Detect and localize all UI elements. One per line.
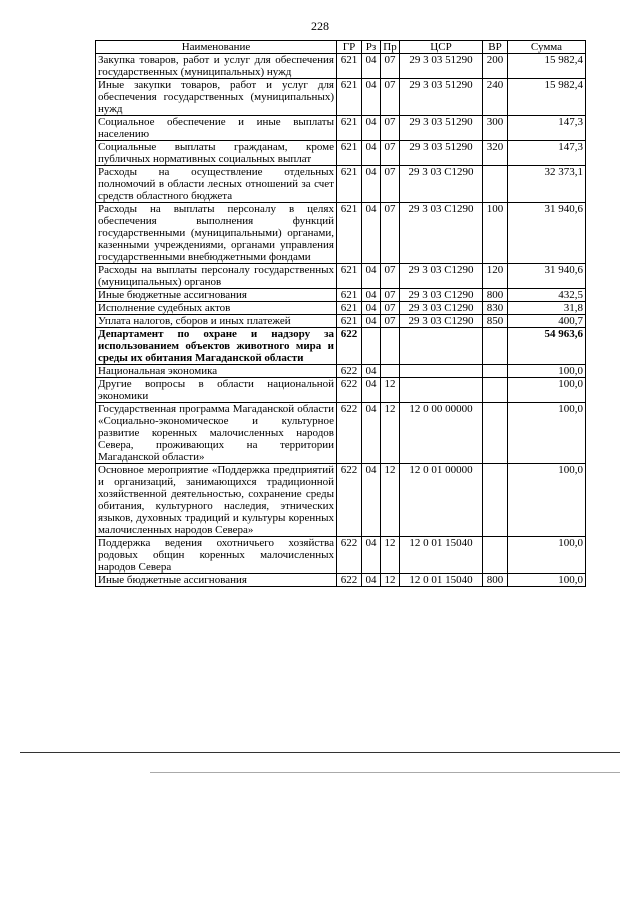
cell-vr: 800 <box>483 574 508 587</box>
cell-name: Иные бюджетные ассигнования <box>96 574 337 587</box>
cell-gr: 621 <box>337 289 362 302</box>
cell-pr: 07 <box>381 54 400 79</box>
cell-pr: 07 <box>381 315 400 328</box>
header-vr: ВР <box>483 41 508 54</box>
cell-rz: 04 <box>362 116 381 141</box>
header-sum: Сумма <box>508 41 586 54</box>
table-row <box>96 365 586 378</box>
table-row <box>96 166 586 203</box>
table-body <box>96 54 586 587</box>
header-gr: ГР <box>337 41 362 54</box>
cell-name: Исполнение судебных актов <box>96 302 337 315</box>
cell-vr: 850 <box>483 315 508 328</box>
cell-pr: 07 <box>381 264 400 289</box>
cell-name: Уплата налогов, сборов и иных платежей <box>96 315 337 328</box>
cell-gr: 622 <box>337 378 362 403</box>
cell-name: Расходы на выплаты персоналу государственных (муниципальных) органов <box>96 264 337 289</box>
cell-vr <box>483 403 508 464</box>
page-number: 228 <box>311 19 329 33</box>
cell-pr: 07 <box>381 116 400 141</box>
cell-pr: 12 <box>381 403 400 464</box>
cell-vr <box>483 166 508 203</box>
cell-csr: 29 3 03 51290 <box>400 79 483 116</box>
table-row <box>96 54 586 79</box>
cell-gr: 621 <box>337 79 362 116</box>
cell-gr: 621 <box>337 264 362 289</box>
cell-vr: 300 <box>483 116 508 141</box>
cell-sum: 31 940,6 <box>508 264 586 289</box>
scan-edge-line <box>20 752 620 753</box>
cell-pr <box>381 365 400 378</box>
cell-rz: 04 <box>362 378 381 403</box>
table-row <box>96 79 586 116</box>
cell-pr: 12 <box>381 537 400 574</box>
cell-csr: 29 3 03 С1290 <box>400 203 483 264</box>
cell-rz: 04 <box>362 289 381 302</box>
cell-csr <box>400 378 483 403</box>
table-row <box>96 141 586 166</box>
cell-sum: 432,5 <box>508 289 586 302</box>
cell-gr: 621 <box>337 166 362 203</box>
cell-name: Основное мероприятие «Поддержка предприятий и организаций, занимающихся традиционной хозяйственной деятельностью, сохранение среды обитания, культурного наследия, этнических языков, духовных традиций и культуры коренных малочисленных народов Севера» <box>96 464 337 537</box>
cell-csr: 29 3 03 51290 <box>400 116 483 141</box>
cell-name: Департамент по охране и надзору за использованием объектов животного мира и среды их обитания Магаданской области <box>96 328 337 365</box>
cell-sum: 100,0 <box>508 537 586 574</box>
cell-rz: 04 <box>362 264 381 289</box>
cell-sum: 100,0 <box>508 378 586 403</box>
cell-gr: 621 <box>337 302 362 315</box>
header-csr: ЦСР <box>400 41 483 54</box>
cell-pr: 07 <box>381 302 400 315</box>
cell-csr: 12 0 01 15040 <box>400 537 483 574</box>
cell-vr: 100 <box>483 203 508 264</box>
table-row <box>96 203 586 264</box>
cell-rz: 04 <box>362 54 381 79</box>
cell-pr: 07 <box>381 289 400 302</box>
cell-sum: 100,0 <box>508 365 586 378</box>
cell-vr <box>483 464 508 537</box>
cell-pr <box>381 328 400 365</box>
cell-name: Поддержка ведения охотничьего хозяйства родовых общин коренных малочисленных народов Севера <box>96 537 337 574</box>
cell-pr: 07 <box>381 79 400 116</box>
cell-vr: 320 <box>483 141 508 166</box>
cell-rz: 04 <box>362 537 381 574</box>
cell-name: Закупка товаров, работ и услуг для обеспечения государственных (муниципальных) нужд <box>96 54 337 79</box>
cell-gr: 621 <box>337 54 362 79</box>
table-row <box>96 328 586 365</box>
cell-name: Социальные выплаты гражданам, кроме публичных нормативных социальных выплат <box>96 141 337 166</box>
cell-rz: 04 <box>362 141 381 166</box>
header-rz: Рз <box>362 41 381 54</box>
budget-table <box>95 40 586 587</box>
cell-pr: 12 <box>381 378 400 403</box>
table-row <box>96 116 586 141</box>
cell-csr: 12 0 00 00000 <box>400 403 483 464</box>
cell-gr: 621 <box>337 116 362 141</box>
cell-pr: 07 <box>381 141 400 166</box>
cell-gr: 621 <box>337 315 362 328</box>
cell-csr: 29 3 03 51290 <box>400 141 483 166</box>
cell-csr: 12 0 01 15040 <box>400 574 483 587</box>
cell-rz: 04 <box>362 315 381 328</box>
cell-sum: 31 940,6 <box>508 203 586 264</box>
cell-vr: 240 <box>483 79 508 116</box>
cell-vr: 200 <box>483 54 508 79</box>
cell-csr: 12 0 01 00000 <box>400 464 483 537</box>
cell-sum: 100,0 <box>508 574 586 587</box>
table-row <box>96 315 586 328</box>
cell-sum: 147,3 <box>508 116 586 141</box>
cell-csr: 29 3 03 С1290 <box>400 315 483 328</box>
cell-name: Расходы на осуществление отдельных полномочий в области лесных отношений за счет средств областного бюджета <box>96 166 337 203</box>
table-row <box>96 289 586 302</box>
cell-sum: 31,8 <box>508 302 586 315</box>
table-row <box>96 464 586 537</box>
cell-rz: 04 <box>362 203 381 264</box>
cell-rz: 04 <box>362 464 381 537</box>
cell-vr <box>483 365 508 378</box>
cell-sum: 15 982,4 <box>508 54 586 79</box>
cell-sum: 100,0 <box>508 403 586 464</box>
cell-name: Социальное обеспечение и иные выплаты населению <box>96 116 337 141</box>
table-row <box>96 302 586 315</box>
cell-pr: 12 <box>381 574 400 587</box>
cell-rz: 04 <box>362 79 381 116</box>
cell-csr <box>400 365 483 378</box>
cell-rz: 04 <box>362 365 381 378</box>
table-row <box>96 537 586 574</box>
cell-gr: 621 <box>337 141 362 166</box>
cell-pr: 07 <box>381 203 400 264</box>
cell-csr: 29 3 03 51290 <box>400 54 483 79</box>
cell-sum: 400,7 <box>508 315 586 328</box>
cell-rz: 04 <box>362 574 381 587</box>
cell-csr: 29 3 03 С1290 <box>400 289 483 302</box>
cell-vr: 120 <box>483 264 508 289</box>
table-row <box>96 378 586 403</box>
cell-pr: 12 <box>381 464 400 537</box>
cell-name: Государственная программа Магаданской области «Социально-экономическое и культурное развитие коренных малочисленных народов Севера, проживающих на территории Магаданской области» <box>96 403 337 464</box>
cell-rz: 04 <box>362 302 381 315</box>
scan-edge-line-faint <box>150 772 620 773</box>
cell-name: Иные бюджетные ассигнования <box>96 289 337 302</box>
cell-rz: 04 <box>362 166 381 203</box>
cell-gr: 622 <box>337 403 362 464</box>
cell-sum: 54 963,6 <box>508 328 586 365</box>
cell-pr: 07 <box>381 166 400 203</box>
cell-gr: 622 <box>337 328 362 365</box>
cell-vr: 800 <box>483 289 508 302</box>
cell-gr: 621 <box>337 203 362 264</box>
cell-name: Иные закупки товаров, работ и услуг для обеспечения государственных (муниципальных) нужд <box>96 79 337 116</box>
cell-csr: 29 3 03 С1290 <box>400 166 483 203</box>
cell-sum: 147,3 <box>508 141 586 166</box>
cell-gr: 622 <box>337 574 362 587</box>
cell-sum: 32 373,1 <box>508 166 586 203</box>
header-row <box>96 41 586 54</box>
cell-gr: 622 <box>337 464 362 537</box>
cell-gr: 622 <box>337 537 362 574</box>
header-name: Наименование <box>96 41 337 54</box>
cell-sum: 15 982,4 <box>508 79 586 116</box>
header-pr: Пр <box>381 41 400 54</box>
cell-gr: 622 <box>337 365 362 378</box>
table-row <box>96 574 586 587</box>
cell-rz: 04 <box>362 403 381 464</box>
cell-name: Другие вопросы в области национальной экономики <box>96 378 337 403</box>
cell-name: Расходы на выплаты персоналу в целях обеспечения выполнения функций государственными (муниципальными) органами, казенными учреждениями, органами управления государственными внебюджетными фондами <box>96 203 337 264</box>
cell-vr <box>483 328 508 365</box>
cell-name: Национальная экономика <box>96 365 337 378</box>
table-row <box>96 264 586 289</box>
cell-vr <box>483 378 508 403</box>
cell-csr <box>400 328 483 365</box>
cell-csr: 29 3 03 С1290 <box>400 264 483 289</box>
cell-sum: 100,0 <box>508 464 586 537</box>
cell-csr: 29 3 03 С1290 <box>400 302 483 315</box>
cell-rz <box>362 328 381 365</box>
cell-vr: 830 <box>483 302 508 315</box>
table-row <box>96 403 586 464</box>
cell-vr <box>483 537 508 574</box>
